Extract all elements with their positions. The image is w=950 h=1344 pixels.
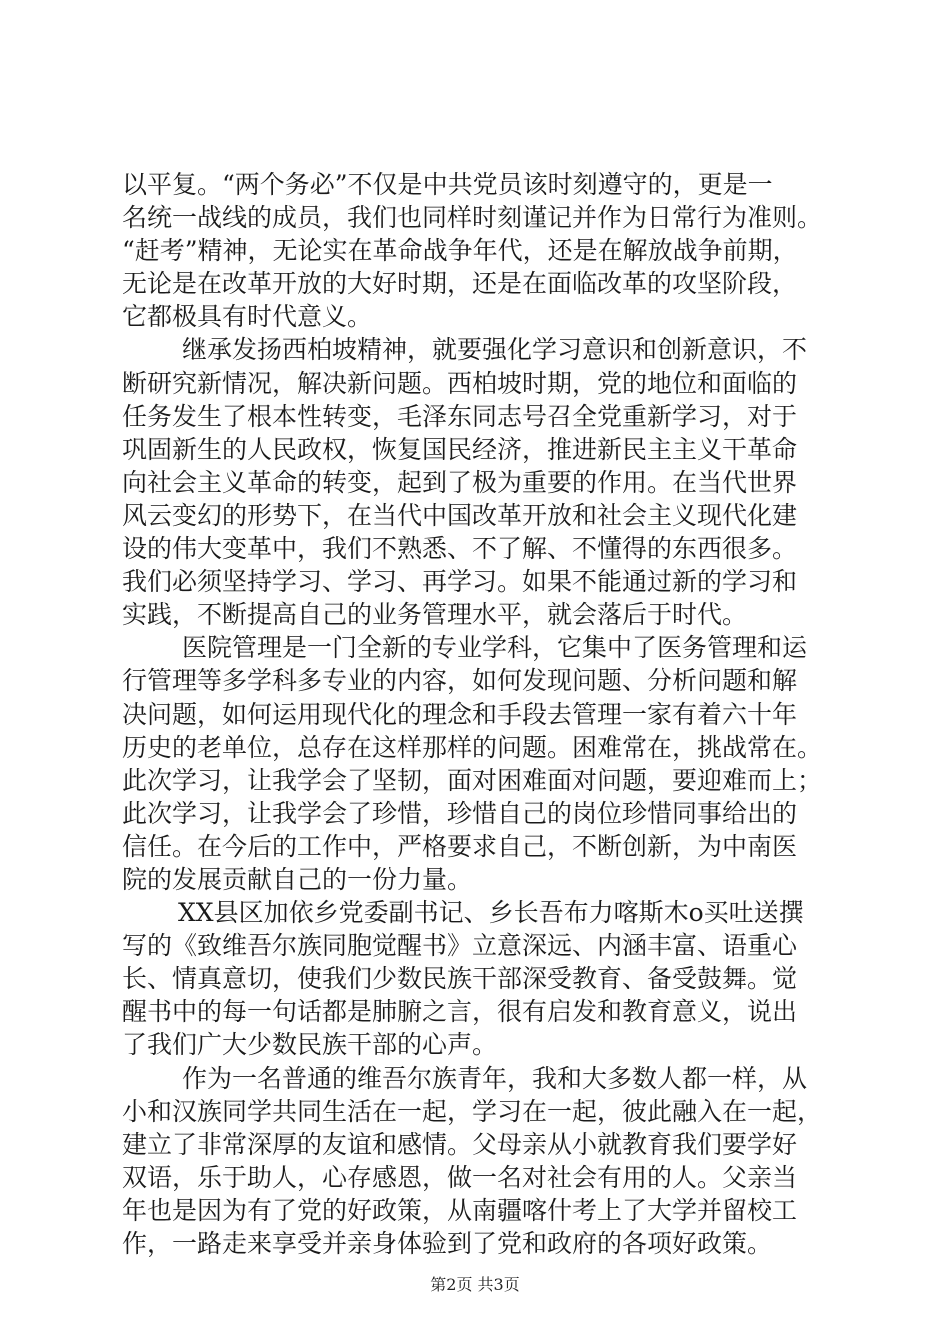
text-line: 任务发生了根本性转变，毛泽东同志号召全党重新学习，对于 xyxy=(122,401,798,431)
text-line: 写的《致维吾尔族同胞觉醒书》立意深远、内涵丰富、语重心 xyxy=(122,931,798,961)
text-line: 我们必须坚持学习、学习、再学习。如果不能通过新的学习和 xyxy=(122,567,798,597)
text-line: 设的伟大变革中，我们不熟悉、不了解、不懂得的东西很多。 xyxy=(122,534,798,564)
paragraph-first-line: 作为一名普通的维吾尔族青年，我和大多数人都一样，从 xyxy=(182,1063,808,1093)
text-line: 小和汉族同学共同生活在一起，学习在一起，彼此融入在一起， xyxy=(122,1096,823,1126)
text-line: 以平复。“两个务必”不仅是中共党员该时刻遵守的，更是一 xyxy=(122,170,773,199)
text-line: 巩固新生的人民政权，恢复国民经济，推进新民主主义干革命 xyxy=(122,434,798,464)
text-line: 向社会主义革命的转变，起到了极为重要的作用。在当代世界 xyxy=(122,467,798,497)
paragraph-first-line: 医院管理是一门全新的专业学科，它集中了医务管理和运 xyxy=(182,633,808,663)
paragraph-first-line: 继承发扬西柏坡精神，就要强化学习意识和创新意识，不 xyxy=(182,335,808,365)
text-line: 行管理等多学科多专业的内容，如何发现问题、分析问题和解 xyxy=(122,666,798,696)
text-line: 它都极具有时代意义。 xyxy=(122,302,373,332)
text-line: 年也是因为有了党的好政策，从南疆喀什考上了大学并留校工 xyxy=(122,1195,798,1225)
text-line: 了我们广大少数民族干部的心声。 xyxy=(122,1030,498,1060)
text-line: 双语，乐于助人，心存感恩，做一名对社会有用的人。父亲当 xyxy=(122,1162,798,1192)
text-line: 断研究新情况，解决新问题。西柏坡时期，党的地位和面临的 xyxy=(122,368,798,398)
text-line: 此次学习，让我学会了坚韧，面对困难面对问题，要迎难而上； xyxy=(122,765,823,795)
text-line: 信任。在今后的工作中，严格要求自己，不断创新，为中南医 xyxy=(122,831,798,861)
text-line: 长、情真意切，使我们少数民族干部深受教育、备受鼓舞。觉 xyxy=(122,964,798,994)
text-line: 无论是在改革开放的大好时期，还是在面临改革的攻坚阶段， xyxy=(122,269,798,299)
text-line: 此次学习，让我学会了珍惜，珍惜自己的岗位珍惜同事给出的 xyxy=(122,798,798,828)
text-line: 历史的老单位，总存在这样那样的问题。困难常在，挑战常在。 xyxy=(122,732,823,762)
text-line: 名统一战线的成员，我们也同样时刻谨记并作为日常行为准则。 xyxy=(122,203,823,233)
text-line: 实践，不断提高自己的业务管理水平，就会落后于时代。 xyxy=(122,600,748,630)
text-line: 建立了非常深厚的友谊和感情。父母亲从小就教育我们要学好 xyxy=(122,1129,798,1159)
paragraph-first-line: XX县区加依乡党委副书记、乡长吾布力喀斯木o买吐送撰 xyxy=(178,898,804,928)
document-body xyxy=(122,168,842,1260)
text-line: 醒书中的每一句话都是肺腑之言，很有启发和教育意义，说出 xyxy=(122,997,798,1027)
text-line: “赶考”精神，无论实在革命战争年代，还是在解放战争前期， xyxy=(122,236,798,266)
text-line: 风云变幻的形势下，在当代中国改革开放和社会主义现代化建 xyxy=(122,500,798,530)
page-number-footer: 第2页 共3页 xyxy=(430,1275,520,1294)
text-line: 作，一路走来享受并亲身体验到了党和政府的各项好政策。 xyxy=(122,1229,773,1258)
text-line: 院的发展贡献自己的一份力量。 xyxy=(122,864,473,894)
text-line: 决问题，如何运用现代化的理念和手段去管理一家有着六十年 xyxy=(122,699,798,729)
